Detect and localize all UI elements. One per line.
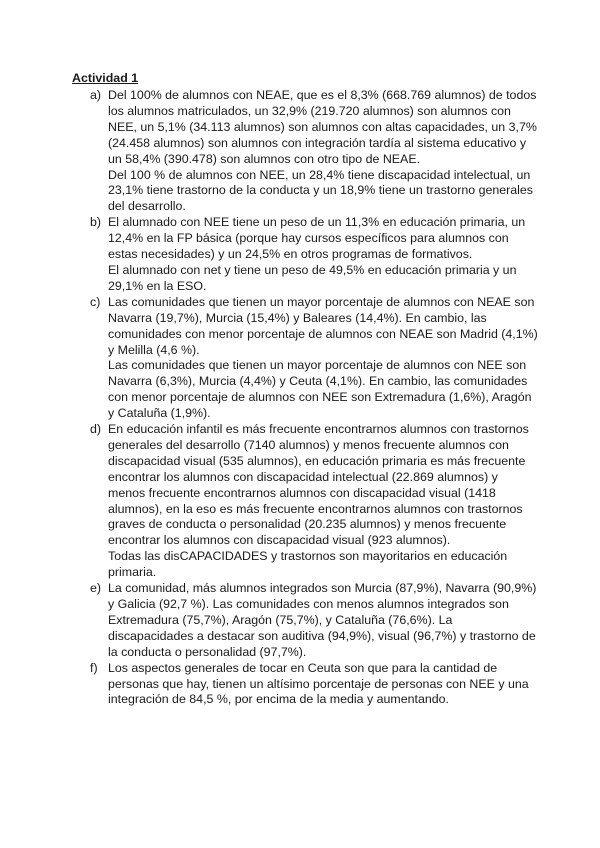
paragraph: Las comunidades que tienen un mayor porcentaje de alumnos con NEE son Navarra (6,3%), Murcia (4,4%) y Ceuta (4,1%). En cambio, las comunidades con menor porcentaje de alumnos con NEE son Extremadura (1,6%), Aragón y Cataluña (1,9%). bbox=[108, 358, 532, 421]
list-item-d bbox=[90, 422, 538, 581]
paragraph: Del 100% de alumnos con NEAE, que es el 8,3% (668.769 alumnos) de todos los alumnos matriculados, un 32,9% (219.720 alumnos) son alumnos con NEE, un 5,1% (34.113 alumnos) son alumnos con altas capacidades, un 3,7% (24.458 alumnos) son alumnos con integración tardía al sistema educativo y un 58,4% (390.478) son alumnos con otro tipo de NEAE. bbox=[108, 88, 537, 166]
item-marker: b) bbox=[90, 215, 102, 230]
list-item-e bbox=[90, 581, 538, 661]
list-item-f bbox=[90, 661, 538, 709]
item-marker: e) bbox=[90, 581, 102, 596]
list-item-a bbox=[90, 88, 538, 215]
list-item-b bbox=[90, 215, 538, 295]
paragraph: Del 100 % de alumnos con NEE, un 28,4% tiene discapacidad intelectual, un 23,1% tiene trastorno de la conducta y un 18,9% tiene un trastorno generales del desarrollo. bbox=[108, 167, 534, 214]
paragraph: La comunidad, más alumnos integrados son Murcia (87,9%), Navarra (90,9%) y Galicia (92,7 %). Las comunidades con menos alumnos integrados son Extremadura (75,7%), Aragón (75,7%), y Cataluña (76,6%). La discapacidades a destacar son auditiva (94,9%), visual (96,7%) y trastorno de la conducta o personalidad (97,7%). bbox=[108, 581, 537, 659]
answer-list bbox=[90, 88, 538, 708]
paragraph: Las comunidades que tienen un mayor porcentaje de alumnos con NEAE son Navarra (19,7%), Murcia (15,4%) y Baleares (14,4%). En cambio, las comunidades con menor porcentaje de alumnos con NEAE son Madrid (4,1%) y Melilla (4,6 %). bbox=[108, 294, 538, 357]
item-marker: d) bbox=[90, 422, 102, 437]
paragraph: El alumnado con net y tiene un peso de 49,5% en educación primaria y un 29,1% en la ESO. bbox=[108, 262, 517, 293]
item-marker: f) bbox=[90, 660, 98, 675]
activity-heading: Actividad 1 bbox=[72, 71, 139, 85]
item-marker: c) bbox=[90, 294, 101, 309]
paragraph: Los aspectos generales de tocar en Ceuta son que para la cantidad de personas que hay, tienen un altísimo porcentaje de personas con NEE y una integración de 84,5 %, por encima de la media y aumentando. bbox=[108, 660, 529, 707]
paragraph: Todas las disCAPACIDADES y trastornos son mayoritarios en educación primaria. bbox=[108, 549, 508, 580]
paragraph: El alumnado con NEE tiene un peso de un 11,3% en educación primaria, un 12,4% en la FP básica (porque hay cursos específicos para alumnos con estas necesidades) y un 24,5% en otros programas de formativos. bbox=[108, 215, 526, 262]
list-item-c bbox=[90, 295, 538, 422]
paragraph: En educación infantil es más frecuente encontrarnos alumnos con trastornos generales del desarrollo (7140 alumnos) y menos frecuente alumnos con discapacidad visual (535 alumnos), en educación primaria es más frecuente encontrar los alumnos con discapacidad intelectual (22.869 alumnos) y menos frecuente encontrarnos alumnos con discapacidad visual (1418 alumnos), en la eso es más frecuente encontrarnos alumnos con trastornos graves de conducta o personalidad (20.235 alumnos) y menos frecuente encontrar los alumnos con discapacidad visual (923 alumnos). bbox=[108, 422, 529, 548]
item-marker: a) bbox=[90, 88, 102, 102]
